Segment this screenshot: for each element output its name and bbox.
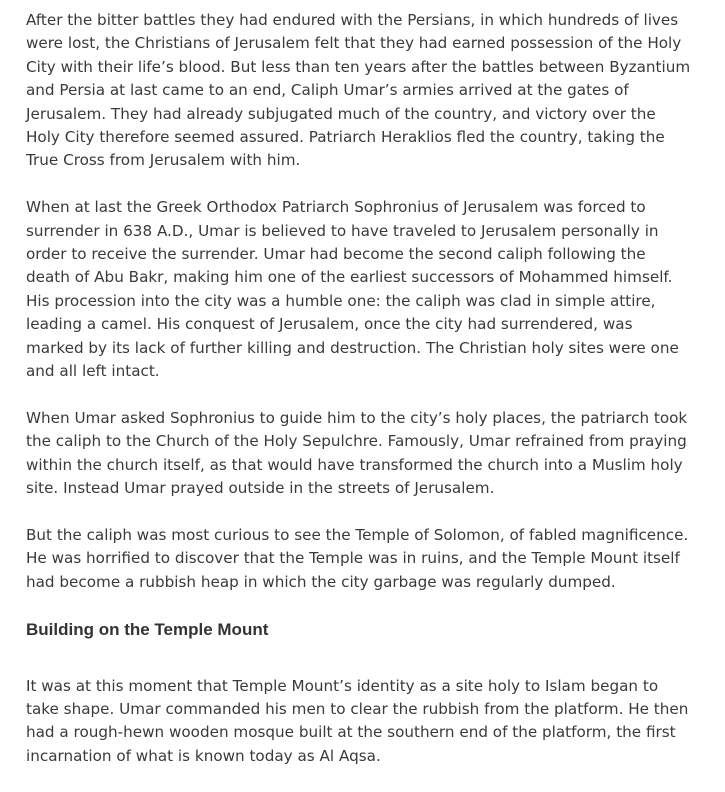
paragraph-holy-sepulchre: When Umar asked Sophronius to guide him to the city’s holy places, the patriarch took the caliph to the Church of the Holy Sepulchre. Famously, Umar refrained from praying within the church itself, as that would have transformed the church into a Muslim holy site. Instead Umar prayed outside in the streets of Jerusalem. bbox=[26, 408, 688, 498]
paragraph-persian-battles: After the bitter battles they had endured with the Persians, in which hundreds of lives were lost, the Christians of Jerusalem felt that they had earned possession of the Holy City with their life’s blood. But less than ten years after the battles between Byzantium and Persia at last came to an end, Caliph Umar’s armies arrived at the gates of Jerusalem. They had already subjugated much of the country, and victory over the Holy City therefore seemed assured. Patriarch Heraklios fled the country, taking the True Cross from Jerusalem with him. bbox=[26, 11, 691, 170]
paragraph-surrender: When at last the Greek Orthodox Patriarch Sophronius of Jerusalem was forced to surrender in 638 A.D., Umar is believed to have traveled to Jerusalem personally in order to receive the surrender. Umar had become the second caliph following the death of Abu Bakr, making him one of the earliest successors of Mohammed himself. His procession into the city was a humble one: the caliph was clad in simple attire, leading a camel. His conquest of Jerusalem, once the city had surrendered, was marked by its lack of further killing and destruction. The Christian holy sites were one and all left intact. bbox=[26, 198, 679, 381]
paragraph-temple-of-solomon: But the caliph was most curious to see the Temple of Solomon, of fabled magnificence. He was horrified to discover that the Temple was in ruins, and the Temple Mount itself had become a rubbish heap in which the city garbage was regularly dumped. bbox=[26, 525, 689, 591]
article-body bbox=[26, 9, 694, 792]
section-heading: Building on the Temple Mount bbox=[26, 619, 269, 639]
paragraph-al-aqsa: It was at this moment that Temple Mount’s identity as a site holy to Islam began to take shape. Umar commanded his men to clear the rubbish from the platform. He then had a rough-hewn wooden mosque built at the southern end of the platform, the first incarnation of what is known today as Al Aqsa. bbox=[26, 676, 689, 765]
